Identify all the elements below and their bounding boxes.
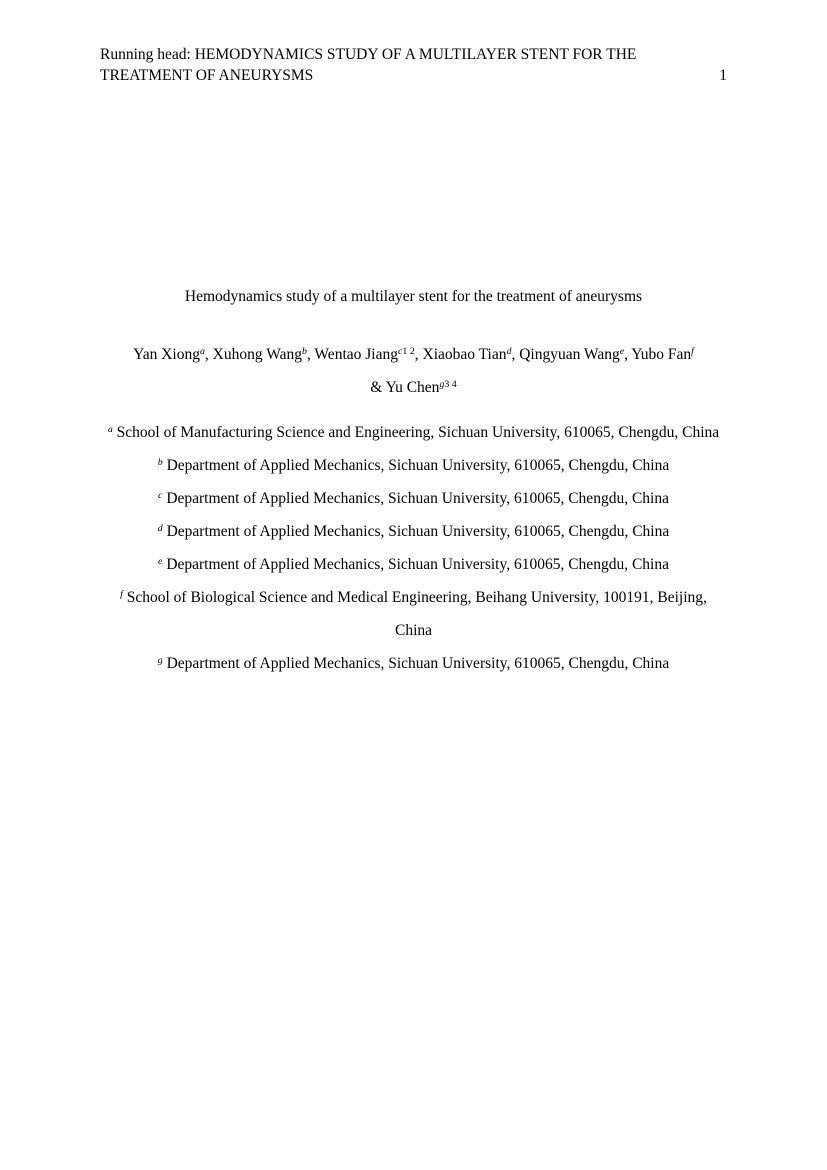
affiliation-marker: g [157, 654, 163, 666]
author-affiliation-marker: f [691, 345, 694, 357]
author-affiliation-marker: e [619, 345, 625, 357]
affiliation-item [100, 548, 727, 581]
affiliation-marker: d [157, 522, 163, 534]
author-separator: , [624, 346, 632, 363]
affiliation-item [100, 647, 727, 680]
affiliation-wrap [104, 581, 724, 647]
author-separator: , [204, 346, 213, 363]
author-affiliation-marker: g3 4 [439, 378, 457, 390]
affiliation-wrap [104, 647, 724, 680]
author-affiliation-marker: d [506, 345, 512, 357]
affiliation-text: Department of Applied Mechanics, Sichuan University, 610065, Chengdu, China [162, 556, 669, 573]
affiliation-item [100, 515, 727, 548]
affiliation-marker: c [158, 489, 163, 501]
author-list [100, 338, 727, 404]
running-head [100, 44, 727, 86]
author-line-1 [100, 338, 727, 371]
author-affiliation-marker: b [301, 345, 307, 357]
author-affiliation-marker: a [199, 345, 205, 357]
running-head-line-1: Running head: HEMODYNAMICS STUDY OF A MULTILAYER STENT FOR THE [100, 46, 637, 63]
page-title: Hemodynamics study of a multilayer stent for the treatment of aneurysms [184, 288, 643, 305]
author-separator: , [306, 346, 315, 363]
affiliation-wrap [104, 548, 724, 581]
title-block [100, 286, 727, 680]
author-conjunction: & [370, 379, 386, 396]
affiliation-marker: a [107, 423, 113, 435]
affiliation-item [100, 416, 727, 449]
author-note-marker: 3 4 [444, 378, 457, 390]
affiliation-item [100, 482, 727, 515]
author-separator: , [414, 346, 423, 363]
running-head-line-2-text: TREATMENT OF ANEURYSMS [100, 67, 314, 84]
running-head-line-2 [100, 65, 727, 86]
affiliation-item [100, 449, 727, 482]
author-note-marker: 1 2 [402, 345, 415, 357]
affiliation-text: Department of Applied Mechanics, Sichuan University, 610065, Chengdu, China [162, 523, 670, 540]
author-name: Xuhong Wang [212, 346, 302, 363]
affiliation-text: Department of Applied Mechanics, Sichuan University, 610065, Chengdu, China [162, 655, 670, 672]
affiliation-wrap [104, 515, 724, 548]
author-name: Yu Chen [385, 379, 440, 396]
affiliation-marker: b [157, 456, 163, 468]
affiliation-text: School of Manufacturing Science and Engineering, Sichuan University, 610065, Chengdu, China [112, 424, 720, 441]
author-separator: , [511, 346, 520, 363]
author-line-2 [100, 371, 727, 404]
affiliation-list [100, 416, 727, 680]
affiliation-wrap [104, 449, 724, 482]
affiliation-wrap [104, 416, 724, 449]
author-name: Wentao Jiang [314, 346, 398, 363]
author-name: Xiaobao Tian [422, 346, 507, 363]
author-name: Yubo Fan [631, 346, 692, 363]
author-name: Qingyuan Wang [519, 346, 620, 363]
page-number: 1 [719, 67, 727, 84]
affiliation-item [100, 581, 727, 647]
affiliation-text: Department of Applied Mechanics, Sichuan University, 610065, Chengdu, China [162, 457, 670, 474]
affiliation-marker: f [120, 588, 123, 600]
affiliation-text: School of Biological Science and Medical Engineering, Beihang University, 100191, Beijing, China [122, 589, 707, 639]
author-affiliation-marker: c1 2 [397, 345, 415, 357]
affiliation-wrap [104, 482, 724, 515]
affiliation-marker: e [158, 555, 163, 567]
author-name: Yan Xiong [133, 346, 200, 363]
affiliation-text: Department of Applied Mechanics, Sichuan University, 610065, Chengdu, China [162, 490, 669, 507]
